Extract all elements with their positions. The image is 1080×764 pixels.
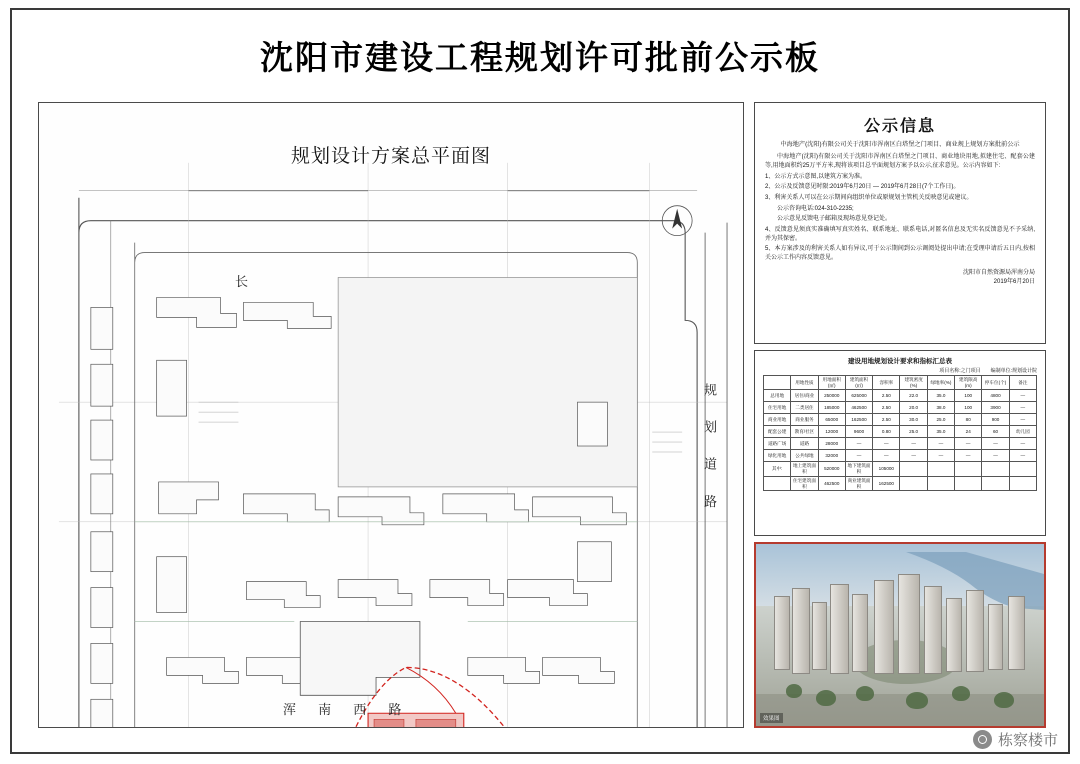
cell: — xyxy=(955,438,982,450)
row-label: 住宅用地 xyxy=(764,402,791,414)
cell: 住宅建筑面积 xyxy=(791,476,818,490)
photo-building xyxy=(812,602,827,670)
cell: 商业建筑面积 xyxy=(845,476,872,490)
cell: 462500 xyxy=(845,402,872,414)
col-row-label xyxy=(764,376,791,390)
cell: — xyxy=(845,438,872,450)
row-label xyxy=(764,476,791,490)
cell: 32000 xyxy=(818,450,845,462)
col-header: 用地面积(㎡) xyxy=(818,376,845,390)
watermark xyxy=(973,729,1058,750)
cell: 3900 xyxy=(982,402,1009,414)
col-header: 备注 xyxy=(1009,376,1036,390)
photo-building xyxy=(852,594,868,672)
cell: 520000 xyxy=(818,462,845,476)
road-label-east: 规 划 道 路 xyxy=(701,383,716,518)
cell xyxy=(900,476,927,490)
col-header: 建筑密度(%) xyxy=(900,376,927,390)
cell: 12000 xyxy=(818,426,845,438)
cell xyxy=(1009,476,1036,490)
notice-paragraph: 中海地产(沈阳)有限公司关于沈阳市浑南区白塔堡之门项目、商业地块用地,拟建住宅、配套公建等,用地面积约25万平方米,现将该项目总平面规划方案予以公示,征求意见。公示内容如下: xyxy=(765,154,1035,169)
notice-signature xyxy=(765,269,1035,287)
site-plan-drawing xyxy=(39,103,743,727)
cell xyxy=(955,462,982,476)
row-label: 配套公建 xyxy=(764,426,791,438)
notice-subtitle: 中海地产(沈阳)有限公司关于沈阳市浑南区白塔堡之门项目、商业规上规划方案批前公示 xyxy=(780,141,1020,148)
cell: 900 xyxy=(982,414,1009,426)
table-footer-row xyxy=(764,462,1037,476)
spec-table-subhead xyxy=(763,367,1037,374)
col-header: 建筑限高(m) xyxy=(955,376,982,390)
cell: 162500 xyxy=(845,414,872,426)
cell: — xyxy=(927,450,954,462)
notice-panel xyxy=(754,102,1046,344)
cell: 28000 xyxy=(818,438,845,450)
cell: 2.50 xyxy=(873,414,900,426)
cell: — xyxy=(900,450,927,462)
photo-building xyxy=(874,580,894,674)
table-row xyxy=(764,414,1037,426)
photo-building xyxy=(1008,596,1025,670)
spec-table-unit: 编制单位:规划设计院 xyxy=(990,368,1037,374)
cell: 25.0 xyxy=(900,426,927,438)
notice-paragraph: 3、利害关系人可以在公示期间向组织单位或原规划主管机关反映意见或建议。 xyxy=(765,195,973,202)
cell xyxy=(982,462,1009,476)
cell: 60 xyxy=(982,426,1009,438)
rendering-photo xyxy=(754,542,1046,728)
publicity-board xyxy=(10,8,1070,754)
cell: — xyxy=(900,438,927,450)
cell xyxy=(927,476,954,490)
photo-building xyxy=(966,590,984,672)
cell: — xyxy=(1009,450,1036,462)
row-label: 总用地 xyxy=(764,390,791,402)
cell: 25.0 xyxy=(927,414,954,426)
cell: 625000 xyxy=(845,390,872,402)
row-label: 道路广场 xyxy=(764,438,791,450)
spec-table-project: 项目名称:之门项目 xyxy=(939,368,981,374)
row-label: 绿化用地 xyxy=(764,450,791,462)
signature-org: 沈阳市自然资源局浑南分局 xyxy=(962,269,1035,276)
photo-building xyxy=(924,586,942,674)
cell: 80 xyxy=(955,414,982,426)
notice-paragraph: 2、公示及反馈意见时限:2019年6月20日 — 2019年6月28日(7个工作日)。 xyxy=(765,184,960,191)
watermark-text: 栋察楼市 xyxy=(997,731,1058,749)
cell: 公共绿地 xyxy=(791,450,818,462)
cell: 35.0 xyxy=(927,390,954,402)
cell xyxy=(1009,462,1036,476)
spec-table-panel xyxy=(754,350,1046,536)
photo-caption: 效果图 xyxy=(760,713,783,723)
col-header: 用地性质 xyxy=(791,376,818,390)
cell: — xyxy=(955,450,982,462)
notice-paragraph: 5、本方案涉及的利害关系人如有异议,可于公示期间到公示调阅处提出申请;在受理申请后五日内,按相关公示工作内容反馈意见。 xyxy=(765,246,1035,262)
cell: 教育/社区 xyxy=(791,426,818,438)
photo-tree xyxy=(952,686,970,701)
cell: 100 xyxy=(955,390,982,402)
notice-title: 公示信息 xyxy=(863,116,936,135)
cell: 2.50 xyxy=(873,390,900,402)
cell xyxy=(900,462,927,476)
notice-paragraph: 1、公示方式示意图,以建筑方案为准。 xyxy=(765,173,867,180)
spec-table-title: 建设用地规划设计要求和指标汇总表 xyxy=(848,358,952,365)
table-footer-row xyxy=(764,476,1037,490)
cell: — xyxy=(873,450,900,462)
photo-building xyxy=(792,588,810,674)
watermark-logo-icon xyxy=(973,730,992,749)
cell: — xyxy=(1009,414,1036,426)
col-header: 容积率 xyxy=(873,376,900,390)
notice-body xyxy=(765,153,1035,263)
col-header: 建筑面积(㎡) xyxy=(845,376,872,390)
col-header: 停车位(个) xyxy=(982,376,1009,390)
cell: 38.0 xyxy=(927,402,954,414)
table-header-row xyxy=(764,376,1037,390)
row-label: 其中: xyxy=(764,462,791,476)
cell xyxy=(955,476,982,490)
cell: 幼儿园 xyxy=(1009,426,1036,438)
photo-building xyxy=(774,596,790,670)
table-row xyxy=(764,390,1037,402)
notice-paragraph: 公示意见反馈电子邮箱及现场意见登记处。 xyxy=(777,216,892,223)
road-label-south: 浑 南 西 路 xyxy=(283,703,411,718)
notice-paragraph: 4、反馈意见须真实准确填写真实姓名、联系地址、联系电话,对匿名信息及无实名反馈意见不予采纳,并为其保密。 xyxy=(765,227,1035,242)
cell: — xyxy=(1009,438,1036,450)
road-label-north: 长 xyxy=(235,275,258,290)
plan-title: 规划设计方案总平面图 xyxy=(290,145,491,167)
cell: — xyxy=(845,450,872,462)
cell: 24 xyxy=(955,426,982,438)
cell: 4800 xyxy=(982,390,1009,402)
cell: — xyxy=(982,438,1009,450)
photo-tree xyxy=(786,684,802,698)
cell: 9600 xyxy=(845,426,872,438)
cell: 道路 xyxy=(791,438,818,450)
photo-building xyxy=(988,604,1003,670)
cell: 居住/商业 xyxy=(791,390,818,402)
cell: — xyxy=(982,450,1009,462)
cell: 65000 xyxy=(818,414,845,426)
col-header: 绿地率(%) xyxy=(927,376,954,390)
cell: 22.0 xyxy=(900,390,927,402)
cell: — xyxy=(927,438,954,450)
cell: — xyxy=(873,438,900,450)
table-row xyxy=(764,438,1037,450)
cell: 462500 xyxy=(818,476,845,490)
cell: 100 xyxy=(955,402,982,414)
cell: 2.50 xyxy=(873,402,900,414)
table-row xyxy=(764,426,1037,438)
cell: 30.0 xyxy=(900,414,927,426)
photo-tree xyxy=(816,690,836,706)
photo-building xyxy=(946,598,962,672)
spec-table xyxy=(763,375,1037,491)
cell: — xyxy=(1009,402,1036,414)
table-row xyxy=(764,450,1037,462)
cell: 105000 xyxy=(873,462,900,476)
row-label: 商业用地 xyxy=(764,414,791,426)
cell: 商业服务 xyxy=(791,414,818,426)
cell: 185000 xyxy=(818,402,845,414)
site-plan-panel xyxy=(38,102,744,728)
cell: 250000 xyxy=(818,390,845,402)
signature-date: 2019年6月20日 xyxy=(993,278,1035,285)
cell: 地上建筑面积 xyxy=(791,462,818,476)
table-row xyxy=(764,402,1037,414)
page-title: 沈阳市建设工程规划许可批前公示板 xyxy=(260,38,820,77)
cell: 二类居住 xyxy=(791,402,818,414)
photo-building xyxy=(898,574,920,674)
photo-tree xyxy=(856,686,874,701)
photo-tree xyxy=(994,692,1014,708)
cell: 地下建筑面积 xyxy=(845,462,872,476)
photo-tree xyxy=(906,692,928,709)
cell: — xyxy=(1009,390,1036,402)
photo-building xyxy=(830,584,849,674)
cell: 0.80 xyxy=(873,426,900,438)
cell: 162500 xyxy=(873,476,900,490)
cell xyxy=(982,476,1009,490)
notice-paragraph: 公示咨询电话:024-310-2235; xyxy=(777,205,854,212)
cell: 20.0 xyxy=(900,402,927,414)
cell xyxy=(927,462,954,476)
cell: 35.0 xyxy=(927,426,954,438)
